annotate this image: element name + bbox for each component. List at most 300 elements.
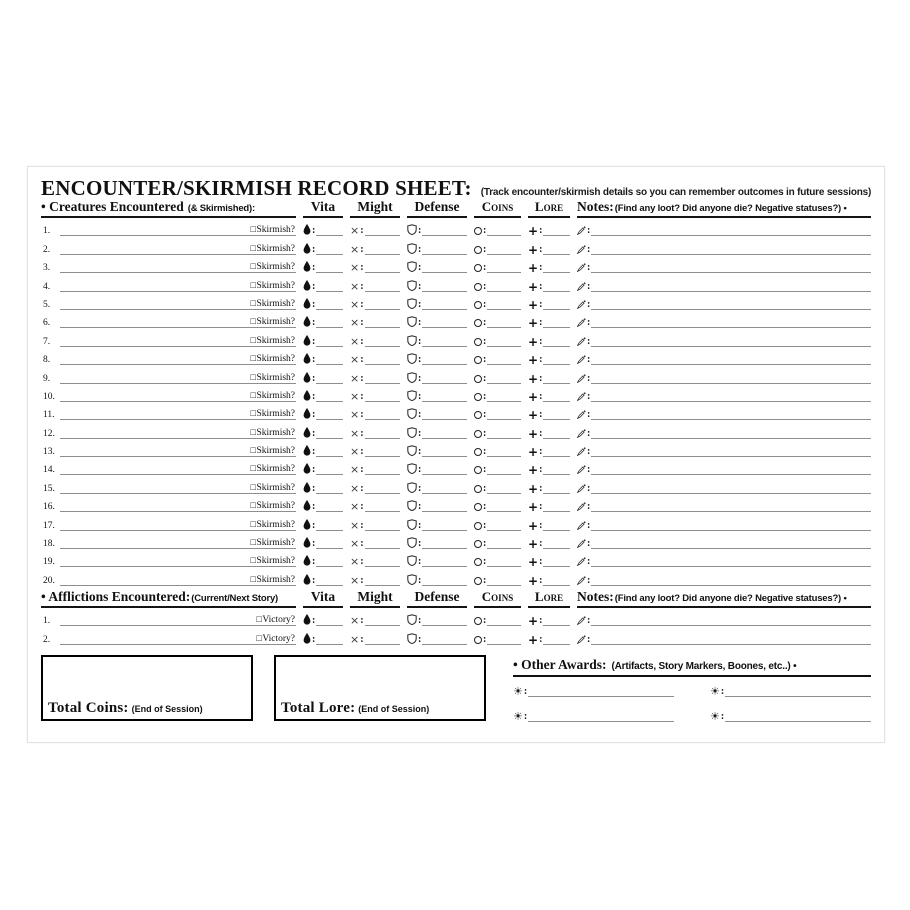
creature-row	[41, 273, 871, 294]
notes-line[interactable]	[591, 522, 871, 531]
coins-line[interactable]	[487, 540, 521, 549]
defense-line[interactable]	[422, 356, 467, 365]
aff-col-header-defense: Defense	[407, 589, 467, 608]
coins-circle-icon	[474, 375, 482, 383]
creature-name-line[interactable]	[60, 351, 296, 365]
award-sun-icon: ☀	[513, 709, 523, 723]
creature-name-line[interactable]	[60, 278, 296, 292]
might-line[interactable]	[365, 411, 400, 420]
coins-line[interactable]	[487, 264, 521, 273]
defense-line[interactable]	[422, 448, 467, 457]
defense-shield-icon	[407, 224, 417, 236]
lore-line[interactable]	[543, 540, 570, 549]
vita-line[interactable]	[316, 466, 343, 475]
page-title: ENCOUNTER/SKIRMISH RECORD SHEET:	[41, 176, 472, 200]
coins-line[interactable]	[487, 636, 521, 645]
coins-line[interactable]	[487, 503, 521, 512]
might-line[interactable]	[365, 617, 400, 626]
victory-label: Victory?	[262, 633, 295, 644]
col-header-might: Might	[350, 199, 400, 218]
notes-line[interactable]	[591, 448, 871, 457]
vita-line[interactable]	[316, 246, 343, 255]
vita-cell: :	[303, 574, 343, 586]
might-cell: × :	[350, 300, 400, 310]
total-coins-box[interactable]	[41, 655, 253, 721]
coins-line[interactable]	[487, 466, 521, 475]
checkbox-icon[interactable]: □	[250, 518, 256, 529]
coins-line[interactable]	[487, 338, 521, 347]
defense-line[interactable]	[422, 264, 467, 273]
coins-line[interactable]	[487, 375, 521, 384]
defense-line[interactable]	[422, 558, 467, 567]
creature-name-line[interactable]	[60, 314, 296, 328]
notes-cell: :	[577, 245, 871, 255]
creature-name-line[interactable]	[60, 443, 296, 457]
skirmish-checkbox[interactable]	[251, 261, 296, 272]
creature-name-line[interactable]	[60, 572, 296, 586]
checkbox-icon[interactable]: □	[250, 463, 256, 474]
defense-line[interactable]	[422, 636, 467, 645]
might-line[interactable]	[365, 485, 400, 494]
lore-plus-icon: +	[528, 518, 539, 533]
creatures-rows-list	[41, 218, 871, 586]
notes-cell: :	[577, 429, 871, 439]
defense-shield-icon	[407, 463, 417, 475]
lore-plus-icon: +	[528, 334, 539, 349]
skirmish-checkbox[interactable]	[251, 316, 296, 327]
checkbox-icon[interactable]: □	[250, 500, 256, 511]
lore-line[interactable]	[543, 485, 570, 494]
lore-plus-icon: +	[528, 555, 539, 570]
award-line[interactable]	[725, 712, 871, 722]
might-line[interactable]	[365, 319, 400, 328]
notes-line[interactable]	[591, 558, 871, 567]
might-line[interactable]	[365, 393, 400, 402]
defense-line[interactable]	[422, 227, 467, 236]
defense-line[interactable]	[422, 485, 467, 494]
defense-line[interactable]	[422, 466, 467, 475]
row-number: 12.	[43, 428, 55, 439]
checkbox-icon[interactable]: □	[250, 573, 256, 584]
defense-line[interactable]	[422, 540, 467, 549]
notes-cell: :	[577, 635, 871, 645]
vita-cell: :	[303, 335, 343, 347]
coins-line[interactable]	[487, 617, 521, 626]
notes-line[interactable]	[591, 485, 871, 494]
lore-plus-icon: +	[528, 481, 539, 496]
creature-name-cell	[41, 333, 296, 347]
lore-line[interactable]	[543, 522, 570, 531]
lore-line[interactable]	[543, 617, 570, 626]
checkbox-icon[interactable]: □	[256, 632, 262, 643]
might-line[interactable]	[365, 522, 400, 531]
defense-line[interactable]	[422, 301, 467, 310]
lore-plus-icon: +	[528, 573, 539, 588]
might-x-icon: ×	[350, 518, 360, 532]
lore-line[interactable]	[543, 503, 570, 512]
might-line[interactable]	[365, 356, 400, 365]
affliction-row	[41, 608, 871, 629]
skirmish-checkbox[interactable]	[251, 463, 296, 474]
defense-line[interactable]	[422, 319, 467, 328]
lore-line[interactable]	[543, 264, 570, 273]
might-x-icon: ×	[350, 224, 360, 238]
lore-cell: + :	[528, 429, 570, 439]
notes-line[interactable]	[591, 577, 871, 586]
vita-line[interactable]	[316, 540, 343, 549]
vita-line[interactable]	[316, 448, 343, 457]
award-line[interactable]	[725, 687, 871, 697]
record-sheet	[27, 166, 885, 743]
skirmish-checkbox[interactable]	[251, 335, 296, 346]
defense-line[interactable]	[422, 375, 467, 384]
lore-cell: + :	[528, 635, 570, 645]
coins-cell: :	[474, 355, 521, 365]
might-line[interactable]	[365, 540, 400, 549]
award-line[interactable]	[528, 712, 674, 722]
row-number: 11.	[43, 410, 55, 421]
notes-line[interactable]	[591, 356, 871, 365]
creature-name-line[interactable]	[60, 517, 296, 531]
vita-line[interactable]	[316, 338, 343, 347]
notes-line[interactable]	[591, 375, 871, 384]
defense-line[interactable]	[422, 522, 467, 531]
vita-line[interactable]	[316, 375, 343, 384]
vita-line[interactable]	[316, 485, 343, 494]
coins-line[interactable]	[487, 522, 521, 531]
defense-shield-icon	[407, 390, 417, 402]
coins-cell: :	[474, 318, 521, 328]
might-x-icon: ×	[350, 426, 360, 440]
checkbox-icon[interactable]: □	[250, 537, 256, 548]
notes-pencil-icon	[577, 374, 586, 384]
checkbox-icon[interactable]: □	[250, 316, 256, 327]
creature-name-cell	[41, 406, 296, 420]
skirmish-checkbox[interactable]	[251, 427, 296, 438]
skirmish-checkbox[interactable]	[251, 408, 296, 419]
notes-line[interactable]	[591, 393, 871, 402]
might-x-icon: ×	[350, 632, 360, 646]
notes-line[interactable]	[591, 301, 871, 310]
row-number: 19.	[43, 557, 55, 568]
aff-col-header-notes: Notes: (Find any loot? Did anyone die? Negative statuses?) •	[577, 589, 871, 608]
vita-drop-icon	[303, 390, 311, 402]
affliction-name-line[interactable]	[60, 612, 296, 626]
lore-line[interactable]	[543, 448, 570, 457]
lore-line[interactable]	[543, 636, 570, 645]
coins-line[interactable]	[487, 356, 521, 365]
lore-line[interactable]	[543, 411, 570, 420]
creature-name-line[interactable]	[60, 222, 296, 236]
skirmish-checkbox[interactable]	[251, 537, 296, 548]
creature-row	[41, 236, 871, 257]
coins-line[interactable]	[487, 319, 521, 328]
skirmish-checkbox[interactable]	[251, 224, 296, 235]
creature-row	[41, 567, 871, 588]
checkbox-icon[interactable]: □	[250, 353, 256, 364]
checkbox-icon[interactable]: □	[250, 279, 256, 290]
coins-line[interactable]	[487, 430, 521, 439]
checkbox-icon[interactable]: □	[250, 242, 256, 253]
creature-name-cell	[41, 259, 296, 273]
might-line[interactable]	[365, 227, 400, 236]
coins-line[interactable]	[487, 577, 521, 586]
notes-line[interactable]	[591, 466, 871, 475]
might-cell: × :	[350, 429, 400, 439]
might-cell: × :	[350, 374, 400, 384]
vita-line[interactable]	[316, 430, 343, 439]
vita-line[interactable]	[316, 522, 343, 531]
coins-cell: :	[474, 374, 521, 384]
coins-line[interactable]	[487, 393, 521, 402]
skirmish-checkbox[interactable]	[251, 353, 296, 364]
row-number: 16.	[43, 502, 55, 513]
notes-line[interactable]	[591, 338, 871, 347]
creature-name-line[interactable]	[60, 480, 296, 494]
notes-line[interactable]	[591, 617, 871, 626]
total-lore-box[interactable]	[274, 655, 486, 721]
victory-checkbox[interactable]	[256, 633, 296, 644]
lore-line[interactable]	[543, 430, 570, 439]
col-header-vita: Vita	[303, 199, 343, 218]
might-line[interactable]	[365, 636, 400, 645]
creature-name-line[interactable]	[60, 333, 296, 347]
creature-name-cell	[41, 461, 296, 475]
coins-circle-icon	[474, 636, 482, 644]
might-line[interactable]	[365, 301, 400, 310]
checkbox-icon[interactable]: □	[250, 224, 256, 235]
skirmish-checkbox[interactable]	[251, 390, 296, 401]
checkbox-icon[interactable]: □	[256, 614, 262, 625]
might-line[interactable]	[365, 448, 400, 457]
vita-cell: :	[303, 519, 343, 531]
creature-name-cell	[41, 572, 296, 586]
lore-line[interactable]	[543, 246, 570, 255]
defense-line[interactable]	[422, 503, 467, 512]
checkbox-icon[interactable]: □	[250, 481, 256, 492]
creature-name-line[interactable]	[60, 535, 296, 549]
coins-line[interactable]	[487, 411, 521, 420]
lore-line[interactable]	[543, 227, 570, 236]
defense-line[interactable]	[422, 393, 467, 402]
might-x-icon: ×	[350, 353, 360, 367]
checkbox-icon[interactable]: □	[250, 297, 256, 308]
vita-cell: :	[303, 390, 343, 402]
notes-line[interactable]	[591, 227, 871, 236]
notes-line[interactable]	[591, 430, 871, 439]
vita-cell: :	[303, 500, 343, 512]
defense-line[interactable]	[422, 338, 467, 347]
lore-line[interactable]	[543, 393, 570, 402]
creature-name-line[interactable]	[60, 553, 296, 567]
vita-drop-icon	[303, 335, 311, 347]
notes-pencil-icon	[577, 557, 586, 567]
vita-line[interactable]	[316, 227, 343, 236]
vita-line[interactable]	[316, 319, 343, 328]
notes-line[interactable]	[591, 283, 871, 292]
coins-line[interactable]	[487, 301, 521, 310]
checkbox-icon[interactable]: □	[250, 426, 256, 437]
notes-cell: :	[577, 263, 871, 273]
aff-col-header-coins: Coins	[474, 589, 521, 608]
notes-cell: :	[577, 539, 871, 549]
defense-shield-icon	[407, 555, 417, 567]
creature-name-line[interactable]	[60, 406, 296, 420]
coins-cell: :	[474, 635, 521, 645]
creature-name-cell	[41, 351, 296, 365]
checkbox-icon[interactable]: □	[250, 389, 256, 400]
creature-name-line[interactable]	[60, 241, 296, 255]
row-number: 9.	[43, 373, 51, 384]
vita-line[interactable]	[316, 283, 343, 292]
lore-plus-icon: +	[528, 537, 539, 552]
creature-name-line[interactable]	[60, 296, 296, 310]
vita-line[interactable]	[316, 264, 343, 273]
lore-cell: + :	[528, 502, 570, 512]
coins-line[interactable]	[487, 283, 521, 292]
checkbox-icon[interactable]: □	[250, 408, 256, 419]
might-line[interactable]	[365, 430, 400, 439]
coins-line[interactable]	[487, 448, 521, 457]
skirmish-checkbox[interactable]	[251, 445, 296, 456]
checkbox-icon[interactable]: □	[250, 445, 256, 456]
row-number: 13.	[43, 447, 55, 458]
vita-line[interactable]	[316, 356, 343, 365]
skirmish-label: Skirmish?	[256, 243, 295, 254]
aff-notes-header-note: (Find any loot? Did anyone die? Negative statuses?) •	[614, 592, 847, 604]
skirmish-checkbox[interactable]	[251, 482, 296, 493]
might-line[interactable]	[365, 246, 400, 255]
lore-plus-icon: +	[528, 500, 539, 515]
skirmish-checkbox[interactable]	[251, 555, 296, 566]
row-number: 15.	[43, 483, 55, 494]
might-line[interactable]	[365, 503, 400, 512]
skirmish-checkbox[interactable]	[251, 298, 296, 309]
notes-pencil-icon	[577, 318, 586, 328]
vita-line[interactable]	[316, 617, 343, 626]
might-line[interactable]	[365, 338, 400, 347]
defense-line[interactable]	[422, 283, 467, 292]
lore-line[interactable]	[543, 283, 570, 292]
notes-line[interactable]	[591, 319, 871, 328]
defense-line[interactable]	[422, 617, 467, 626]
afflictions-heading-label: • Afflictions Encountered:	[41, 588, 191, 604]
victory-checkbox[interactable]	[256, 614, 296, 625]
vita-line[interactable]	[316, 503, 343, 512]
coins-circle-icon	[474, 485, 482, 493]
creature-name-line[interactable]	[60, 388, 296, 402]
lore-line[interactable]	[543, 338, 570, 347]
might-x-icon: ×	[350, 463, 360, 477]
skirmish-checkbox[interactable]	[251, 372, 296, 383]
might-line[interactable]	[365, 466, 400, 475]
award-line[interactable]	[528, 687, 674, 697]
checkbox-icon[interactable]: □	[250, 334, 256, 345]
notes-line[interactable]	[591, 246, 871, 255]
skirmish-checkbox[interactable]	[251, 500, 296, 511]
vita-line[interactable]	[316, 393, 343, 402]
checkbox-icon[interactable]: □	[250, 555, 256, 566]
lore-cell: + :	[528, 616, 570, 626]
coins-line[interactable]	[487, 246, 521, 255]
notes-line[interactable]	[591, 411, 871, 420]
notes-line[interactable]	[591, 503, 871, 512]
defense-cell: :	[407, 316, 467, 328]
lore-line[interactable]	[543, 356, 570, 365]
might-line[interactable]	[365, 264, 400, 273]
coins-line[interactable]	[487, 558, 521, 567]
might-line[interactable]	[365, 558, 400, 567]
skirmish-label: Skirmish?	[256, 372, 295, 383]
defense-line[interactable]	[422, 430, 467, 439]
coins-cell: :	[474, 300, 521, 310]
lore-line[interactable]	[543, 466, 570, 475]
afflictions-rows-list	[41, 608, 871, 645]
skirmish-checkbox[interactable]	[251, 574, 296, 585]
lore-line[interactable]	[543, 301, 570, 310]
lore-cell: + :	[528, 226, 570, 236]
vita-line[interactable]	[316, 577, 343, 586]
skirmish-checkbox[interactable]	[251, 280, 296, 291]
creatures-section-heading	[41, 199, 296, 218]
notes-line[interactable]	[591, 540, 871, 549]
might-x-icon: ×	[350, 445, 360, 459]
might-x-icon: ×	[350, 334, 360, 348]
vita-line[interactable]	[316, 301, 343, 310]
defense-line[interactable]	[422, 577, 467, 586]
affliction-name-line[interactable]	[60, 631, 296, 645]
coins-circle-icon	[474, 448, 482, 456]
vita-cell: :	[303, 372, 343, 384]
defense-line[interactable]	[422, 411, 467, 420]
creature-row	[41, 310, 871, 331]
might-line[interactable]	[365, 577, 400, 586]
defense-line[interactable]	[422, 246, 467, 255]
lore-cell: + :	[528, 337, 570, 347]
checkbox-icon[interactable]: □	[250, 261, 256, 272]
coins-circle-icon	[474, 264, 482, 272]
creature-name-line[interactable]	[60, 370, 296, 384]
defense-cell: :	[407, 500, 467, 512]
creature-name-line[interactable]	[60, 461, 296, 475]
coins-line[interactable]	[487, 485, 521, 494]
creature-name-cell	[41, 278, 296, 292]
creature-name-line[interactable]	[60, 259, 296, 273]
notes-line[interactable]	[591, 264, 871, 273]
skirmish-checkbox[interactable]	[251, 519, 296, 530]
vita-line[interactable]	[316, 411, 343, 420]
creature-name-line[interactable]	[60, 425, 296, 439]
vita-drop-icon	[303, 574, 311, 586]
might-line[interactable]	[365, 283, 400, 292]
vita-line[interactable]	[316, 558, 343, 567]
lore-line[interactable]	[543, 319, 570, 328]
vita-line[interactable]	[316, 636, 343, 645]
lore-line[interactable]	[543, 577, 570, 586]
checkbox-icon[interactable]: □	[250, 371, 256, 382]
coins-cell: :	[474, 282, 521, 292]
skirmish-checkbox[interactable]	[251, 243, 296, 254]
notes-line[interactable]	[591, 636, 871, 645]
coins-line[interactable]	[487, 227, 521, 236]
might-line[interactable]	[365, 375, 400, 384]
award-sun-icon: ☀	[710, 709, 720, 723]
lore-line[interactable]	[543, 375, 570, 384]
creature-name-line[interactable]	[60, 498, 296, 512]
row-number: 3.	[43, 263, 51, 274]
coins-cell: :	[474, 263, 521, 273]
lore-line[interactable]	[543, 558, 570, 567]
